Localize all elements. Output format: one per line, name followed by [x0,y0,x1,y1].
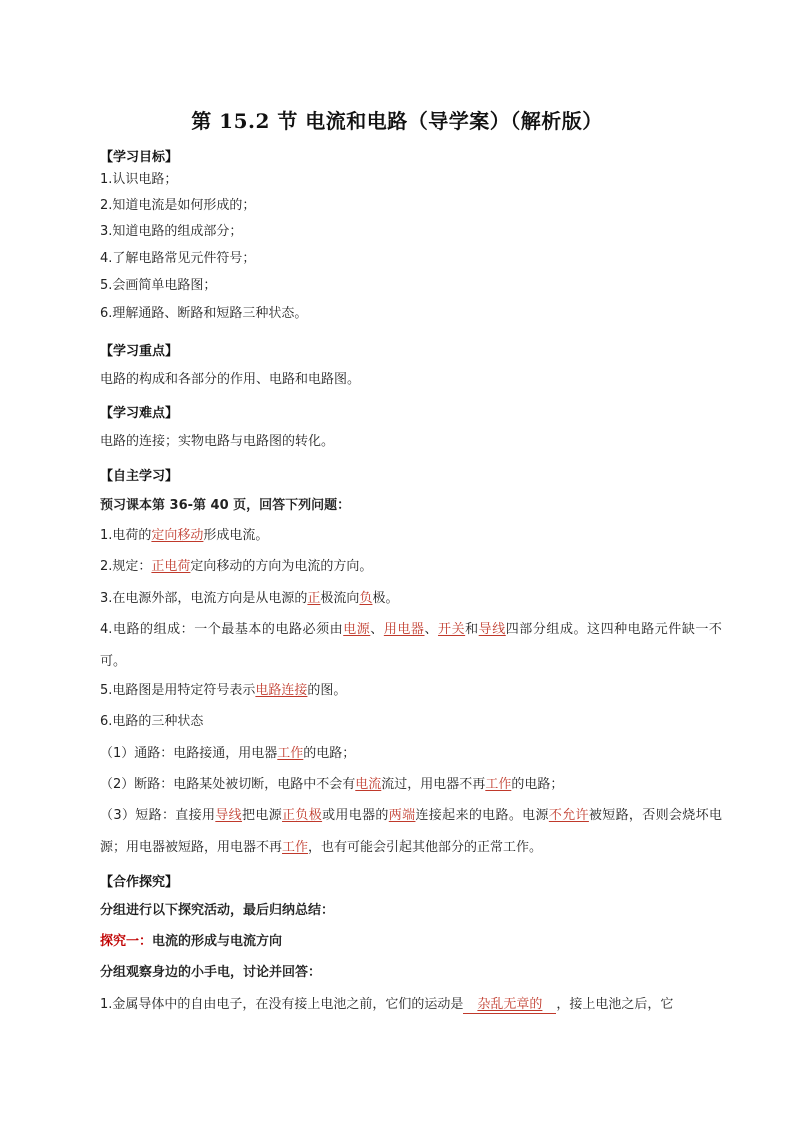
answer: 工作 [485,777,512,792]
state-open-circuit: （1）通路：电路接通，用电器工作的电路； [100,746,356,761]
question-1: 1.电荷的定向移动形成电流。 [100,528,269,543]
section-heading-self-study: 【自主学习】 [100,469,179,484]
answer: 开关 [438,622,466,637]
answer: 两端 [388,808,416,823]
page-title: 第 15.2 节 电流和电路（导学案）（解析版） [191,109,603,133]
explore-one-heading [100,933,282,951]
objective-item: 2.知道电流是如何形成的； [100,198,256,213]
answer: 正 [307,591,321,606]
answer: 定向移动 [151,528,204,543]
answer: 正电荷 [151,559,191,574]
observe-instruction: 分组观察身边的小手电，讨论并回答： [100,965,322,980]
objective-item: 3.知道电路的组成部分； [100,224,243,239]
answer: 不允许 [548,808,589,823]
section-heading-key-points: 【学习重点】 [100,344,179,359]
answer: 负 [359,591,373,606]
section-heading-objectives: 【学习目标】 [100,150,179,165]
answer: 用电器 [383,622,425,637]
answer: 工作 [277,746,304,761]
question-2: 2.规定：正电荷定向移动的方向为电流的方向。 [100,559,373,574]
question-5: 5.电路图是用特定符号表示电路连接的图。 [100,683,347,698]
objective-item: 1.认识电路； [100,172,178,187]
answer: 正负极 [282,808,323,823]
answer-blank: 杂乱无章的 [463,997,556,1014]
objective-item: 6.理解通路、断路和短路三种状态。 [100,306,308,321]
explore-question-1: 1.金属导体中的自由电子，在没有接上电池之前，它们的运动是 杂乱无章的 ，接上电池之后，它 [100,997,674,1012]
section-heading-difficulties: 【学习难点】 [100,406,179,421]
objective-item: 4.了解电路常见元件符号； [100,251,256,266]
explore-label: 探究一： [100,934,153,949]
difficulties-text: 电路的连接；实物电路与电路图的转化。 [100,434,335,449]
explore-title: 电流的形成与电流方向 [152,934,283,949]
answer: 导线 [215,808,243,823]
answer: 电路连接 [255,683,308,698]
answer: 导线 [478,622,506,637]
objective-item: 5.会画简单电路图； [100,278,217,293]
question-3: 3.在电源外部，电流方向是从电源的正极流向负极。 [100,591,399,606]
answer: 电流 [355,777,382,792]
state-broken-circuit: （2）断路：电路某处被切断，电路中不会有电流流过，用电器不再工作的电路； [100,777,564,792]
answer: 工作 [282,840,309,855]
cooperative-intro: 分组进行以下探究活动，最后归纳总结： [100,903,335,918]
question-6: 6.电路的三种状态 [100,714,204,729]
key-points-text: 电路的构成和各部分的作用、电路和电路图。 [100,372,361,387]
section-heading-cooperative: 【合作探究】 [100,875,179,890]
state-short-circuit: （3）短路：直接用导线把电源正负极或用电器的两端连接起来的电路。电源不允许被短路，否则会烧坏电源；用电器被短路，用电器不再工作，也有可能会引起其他部分的正常工作。 [100,808,722,855]
question-4: 4.电路的组成：一个最基本的电路必须由电源、用电器、开关和导线四部分组成。这四种电路元件缺一不可。 [100,622,722,669]
self-study-intro: 预习课本第 36-第 40 页，回答下列问题： [100,498,351,513]
answer: 电源 [343,622,371,637]
